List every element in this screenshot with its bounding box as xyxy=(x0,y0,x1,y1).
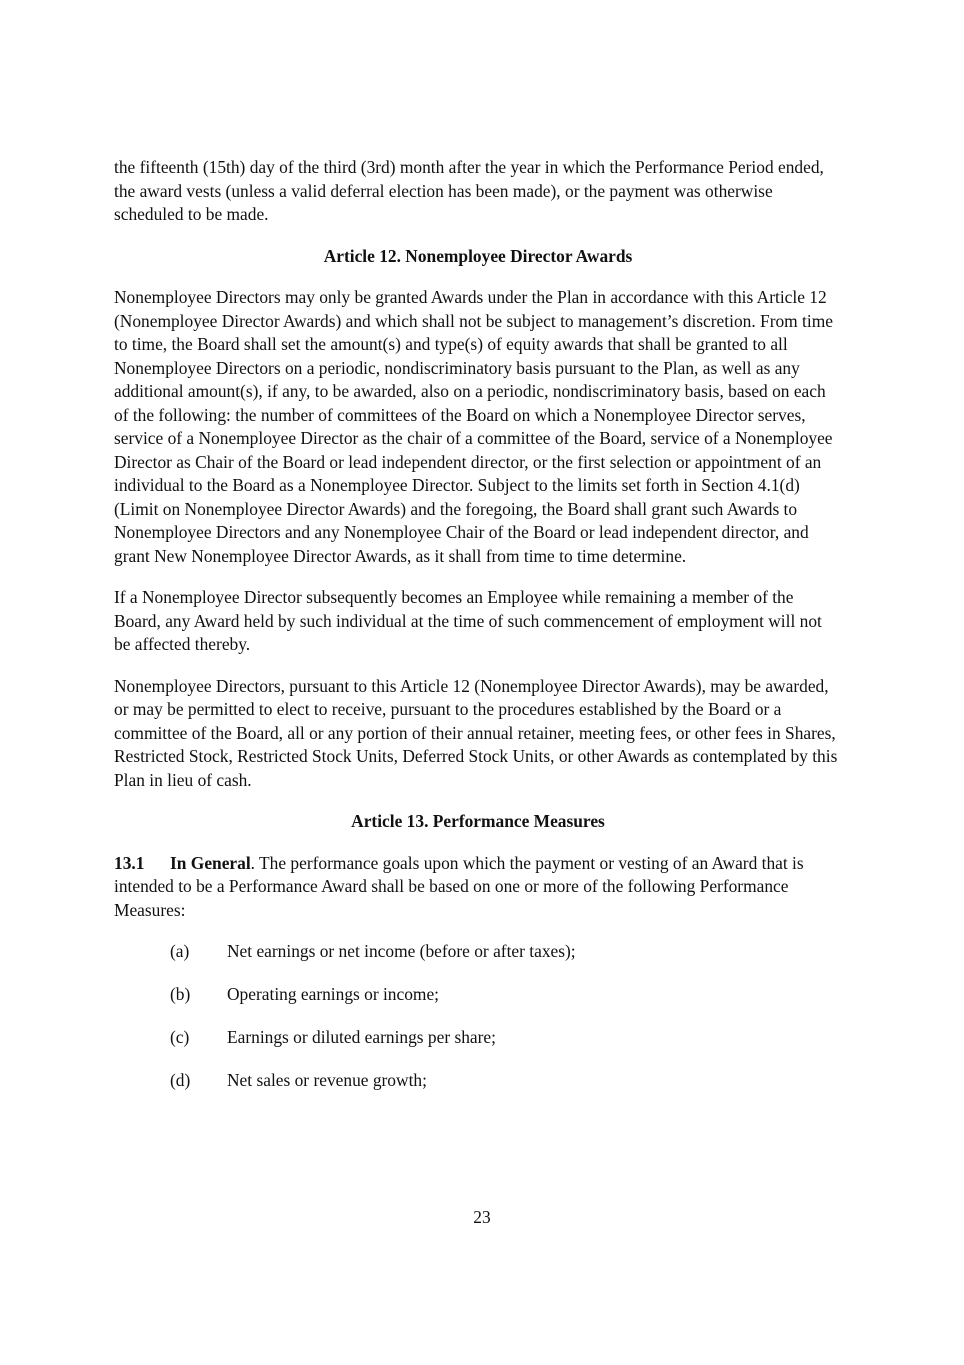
article-12-paragraph-1: Nonemployee Directors may only be granted Awards under the Plan in accordance with this Article 12 (Nonemployee Director Awards) and which shall not be subject to management’s discretion. From time to time, the Board shall set the amount(s) and type(s) of equity awards that shall be granted to all Nonemployee Directors on a periodic, nondiscriminatory basis pursuant to the Plan, as well as any additional amount(s), if any, to be awarded, also on a periodic, nondiscriminatory basis, based on each of the following: the number of committees of the Board on which a Nonemployee Director serves, service of a Nonemployee Director as the chair of a committee of the Board, service of a Nonemployee Director as Chair of the Board or lead independent director, or the first selection or appointment of an individual to the Board as a Nonemployee Director. Subject to the limits set forth in Section 4.1(d) (Limit on Nonemployee Director Awards) and the foregoing, the Board shall grant such Awards to Nonemployee Directors and any Nonemployee Chair of the Board or lead independent director, and grant New Nonemployee Director Awards, as it shall from time to time determine. xyxy=(114,287,833,566)
list-item-label: (d) xyxy=(170,1070,191,1090)
document-page xyxy=(114,156,842,1112)
list-item-text: Net sales or revenue growth; xyxy=(227,1070,427,1090)
section-number: 13.1 xyxy=(114,852,145,873)
list-item-text: Net earnings or net income (before or after taxes); xyxy=(227,941,576,961)
list-item-text: Earnings or diluted earnings per share; xyxy=(227,1027,496,1047)
section-title: In General xyxy=(170,852,251,873)
section-text: . The performance goals upon which the payment or vesting of an Award that is intended to be a Performance Award shall be based on one or more of the following Performance Measures: xyxy=(114,852,804,920)
section-13-1 xyxy=(114,852,842,923)
list-item xyxy=(170,940,842,964)
continuation-paragraph: the fifteenth (15th) day of the third (3rd) month after the year in which the Performance Period ended, the award vests (unless a valid deferral election has been made), or the payment was otherwise scheduled to be made. xyxy=(114,157,824,224)
list-item-label: (b) xyxy=(170,984,191,1004)
article-12-paragraph-3: Nonemployee Directors, pursuant to this Article 12 (Nonemployee Director Awards), may be awarded, or may be permitted to elect to receive, pursuant to the procedures established by the Board or a committee of the Board, all or any portion of their annual retainer, meeting fees, or other fees in Shares, Restricted Stock, Restricted Stock Units, Deferred Stock Units, or other Awards as contemplated by this Plan in lieu of cash. xyxy=(114,675,838,790)
article-12-paragraph-2: If a Nonemployee Director subsequently becomes an Employee while remaining a member of the Board, any Award held by such individual at the time of such commencement of employment will not be affected thereby. xyxy=(114,587,822,654)
page-number: 23 xyxy=(473,1207,491,1227)
article-12-heading: Article 12. Nonemployee Director Awards xyxy=(323,245,633,266)
list-item-label: (a) xyxy=(170,941,190,961)
list-item xyxy=(170,1069,842,1093)
list-item-text: Operating earnings or income; xyxy=(227,984,439,1004)
list-item-label: (c) xyxy=(170,1027,190,1047)
list-item xyxy=(170,1026,842,1050)
article-13-heading: Article 13. Performance Measures xyxy=(351,811,605,831)
list-item xyxy=(170,983,842,1007)
